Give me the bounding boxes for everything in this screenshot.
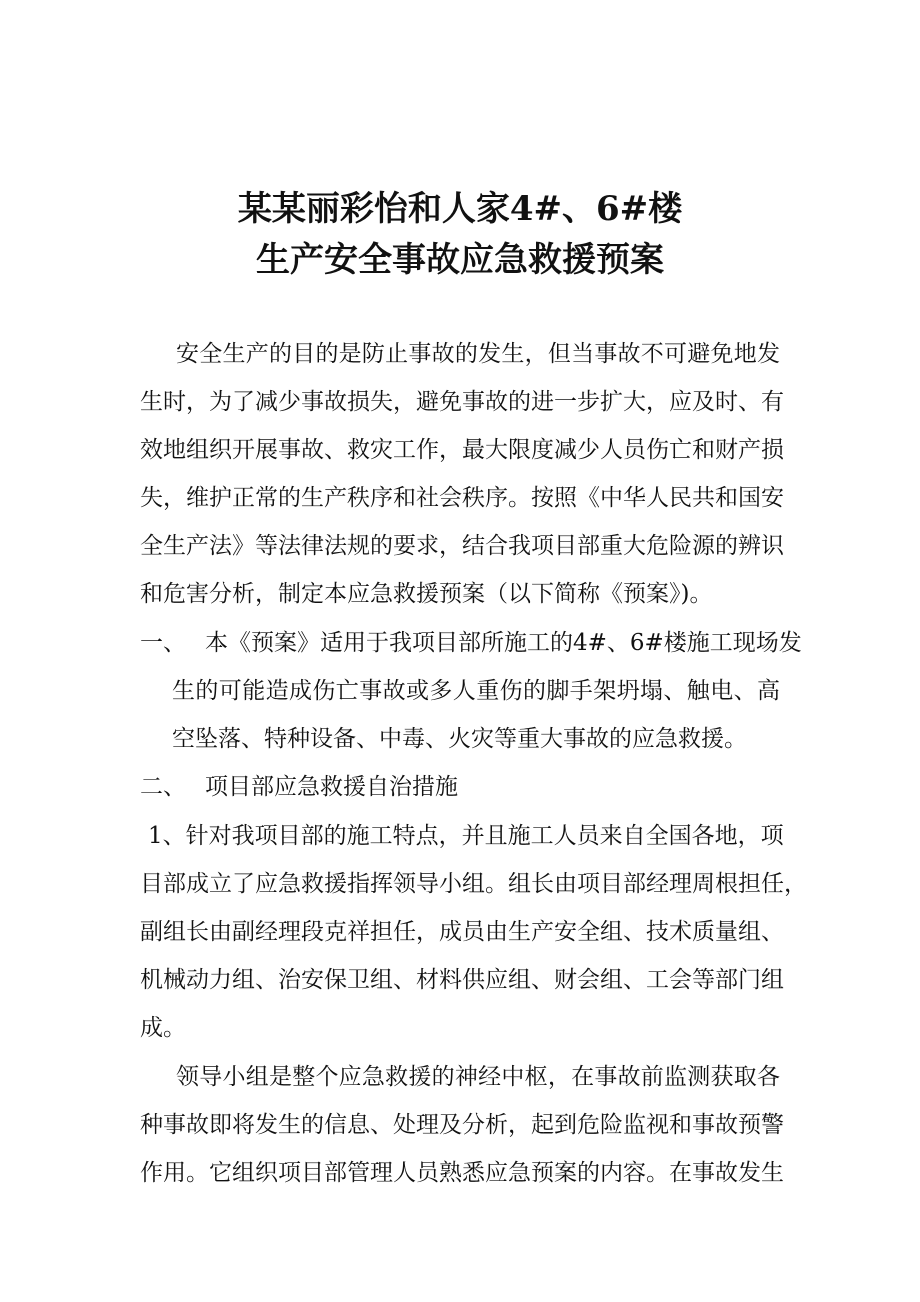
section-1-line: 空坠落、特种设备、中毒、火灾等重大事故的应急救援。	[172, 726, 747, 752]
item-1-line: 成。	[140, 1015, 186, 1041]
intro-line: 和危害分析，制定本应急救援预案（以下简称《预案》)。	[140, 581, 713, 607]
section-2-number: 二、	[140, 774, 186, 800]
intro-line: 安全生产的目的是防止事故的发生，但当事故不可避免地发	[176, 341, 780, 367]
section-2-heading: 项目部应急救援自治措施	[205, 774, 458, 800]
section-1-number: 一、	[140, 630, 186, 656]
intro-line: 生时，为了减少事故损失，避免事故的进一步扩大，应及时、有	[140, 389, 784, 415]
title-line-1: 某某丽彩怡和人家4#、6#楼	[237, 189, 683, 229]
para-2-line: 领导小组是整个应急救援的神经中枢，在事故前监测获取各	[176, 1064, 780, 1090]
intro-line: 全生产法》等法律法规的要求，结合我项目部重大危险源的辨识	[140, 533, 784, 559]
item-1-line: 副组长由副经理段克祥担任，成员由生产安全组、技术质量组、	[140, 919, 784, 945]
para-2-line: 作用。它组织项目部管理人员熟悉应急预案的内容。在事故发生	[140, 1160, 784, 1186]
item-1-line: 机械动力组、治安保卫组、材料供应组、财会组、工会等部门组	[140, 967, 784, 993]
intro-line: 失，维护正常的生产秩序和社会秩序。按照《中华人民共和国安	[140, 485, 784, 511]
title-line-2: 生产安全事故应急救援预案	[256, 240, 664, 280]
intro-line: 效地组织开展事故、救灾工作，最大限度减少人员伤亡和财产损	[140, 437, 784, 463]
para-2-line: 种事故即将发生的信息、处理及分析，起到危险监视和事故预警	[140, 1112, 784, 1138]
section-1-line: 生的可能造成伤亡事故或多人重伤的脚手架坍塌、触电、高	[172, 678, 780, 704]
item-1-line: 1、针对我项目部的施工特点，并且施工人员来自全国各地，项	[148, 823, 784, 849]
section-1-line: 本《预案》适用于我项目部所施工的4#、6#楼施工现场发	[205, 630, 802, 656]
item-1-line: 目部成立了应急救援指挥领导小组。组长由项目部经理周根担任，	[140, 871, 807, 897]
